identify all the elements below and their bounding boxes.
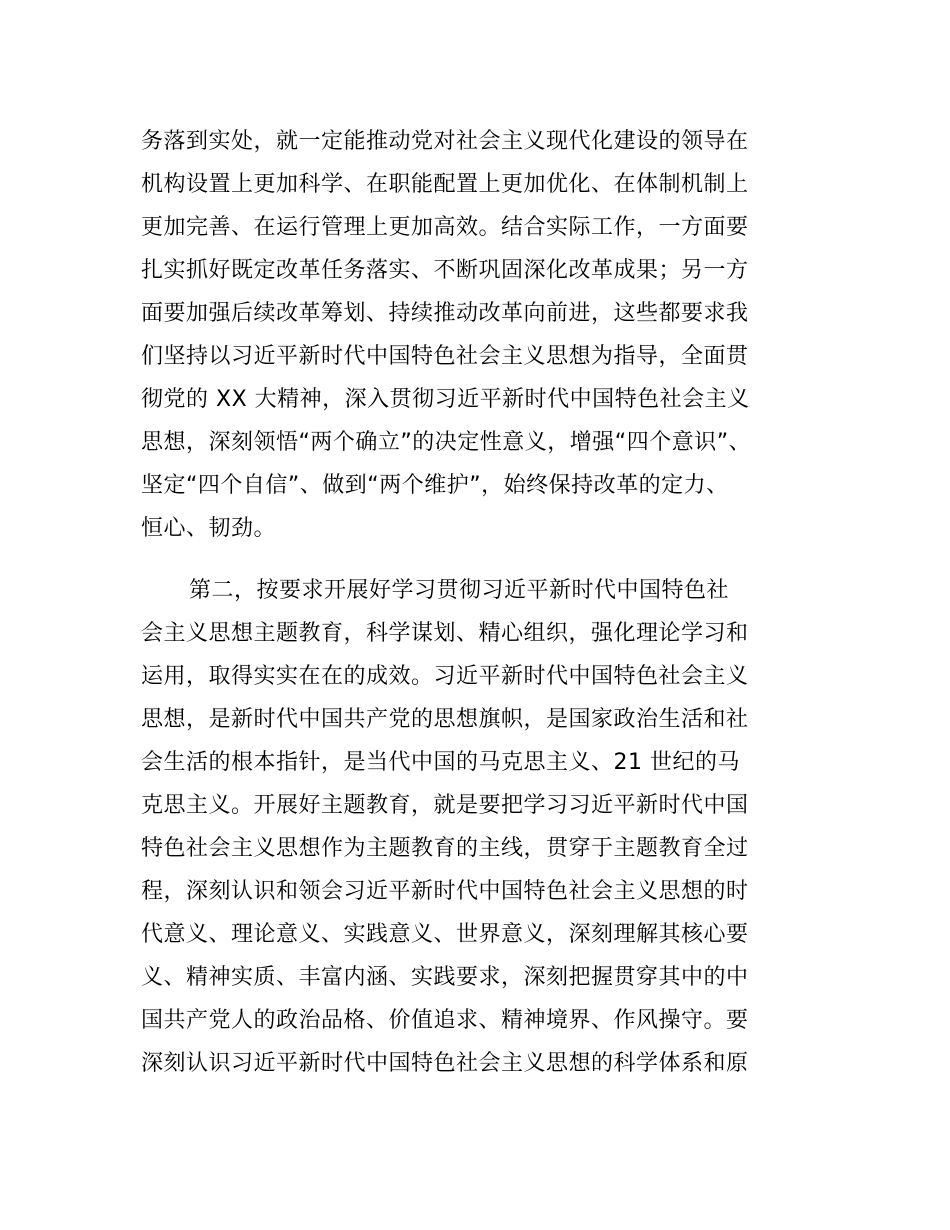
paragraph-line: 第二，按要求开展好学习贯彻习近平新时代中国特色社 [189, 578, 730, 603]
paragraph-line: 面要加强后续改革筹划、持续推动改革向前进，这些都要求我 [141, 301, 749, 326]
paragraph-line: 思想，深刻领悟“两个确立”的决定性意义，增强“四个意识”、 [141, 430, 752, 455]
paragraph-line: 机构设置上更加科学、在职能配置上更加优化、在体制机制上 [141, 172, 749, 197]
paragraph-line: 国共产党人的政治品格、价值追求、精神境界、作风操守。要 [141, 1008, 749, 1033]
paragraph-line: 会生活的根本指针，是当代中国的马克思主义、21 世纪的马 [141, 750, 740, 775]
paragraph-line: 们坚持以习近平新时代中国特色社会主义思想为指导，全面贯 [141, 344, 749, 369]
paragraph-line: 深刻认识习近平新时代中国特色社会主义思想的科学体系和原 [141, 1051, 749, 1076]
paragraph-1 [141, 120, 821, 550]
paragraph-2 [141, 569, 821, 1085]
paragraph-line: 务落到实处，就一定能推动党对社会主义现代化建设的领导在 [141, 129, 749, 154]
paragraph-line: 会主义思想主题教育，科学谋划、精心组织，强化理论学习和 [141, 621, 749, 646]
paragraph-line: 义、精神实质、丰富内涵、实践要求，深刻把握贯穿其中的中 [141, 965, 749, 990]
paragraph-line: 恒心、韧劲。 [141, 516, 277, 541]
paragraph-line: 程，深刻认识和领会习近平新时代中国特色社会主义思想的时 [141, 879, 749, 904]
paragraph-line: 运用，取得实实在在的成效。习近平新时代中国特色社会主义 [141, 664, 749, 689]
paragraph-line: 坚定“四个自信”、做到“两个维护”，始终保持改革的定力、 [141, 473, 729, 498]
paragraph-line: 代意义、理论意义、实践意义、世界意义，深刻理解其核心要 [141, 922, 749, 947]
paragraph-line: 更加完善、在运行管理上更加高效。结合实际工作，一方面要 [141, 215, 749, 240]
paragraph-line: 思想，是新时代中国共产党的思想旗帜，是国家政治生活和社 [141, 707, 749, 732]
paragraph-line: 彻党的 XX 大精神，深入贯彻习近平新时代中国特色社会主义 [141, 387, 750, 412]
paragraph-line: 克思主义。开展好主题教育，就是要把学习习近平新时代中国 [141, 793, 749, 818]
paragraph-line: 特色社会主义思想作为主题教育的主线，贯穿于主题教育全过 [141, 836, 749, 861]
paragraph-line: 扎实抓好既定改革任务落实、不断巩固深化改革成果；另一方 [141, 258, 749, 283]
